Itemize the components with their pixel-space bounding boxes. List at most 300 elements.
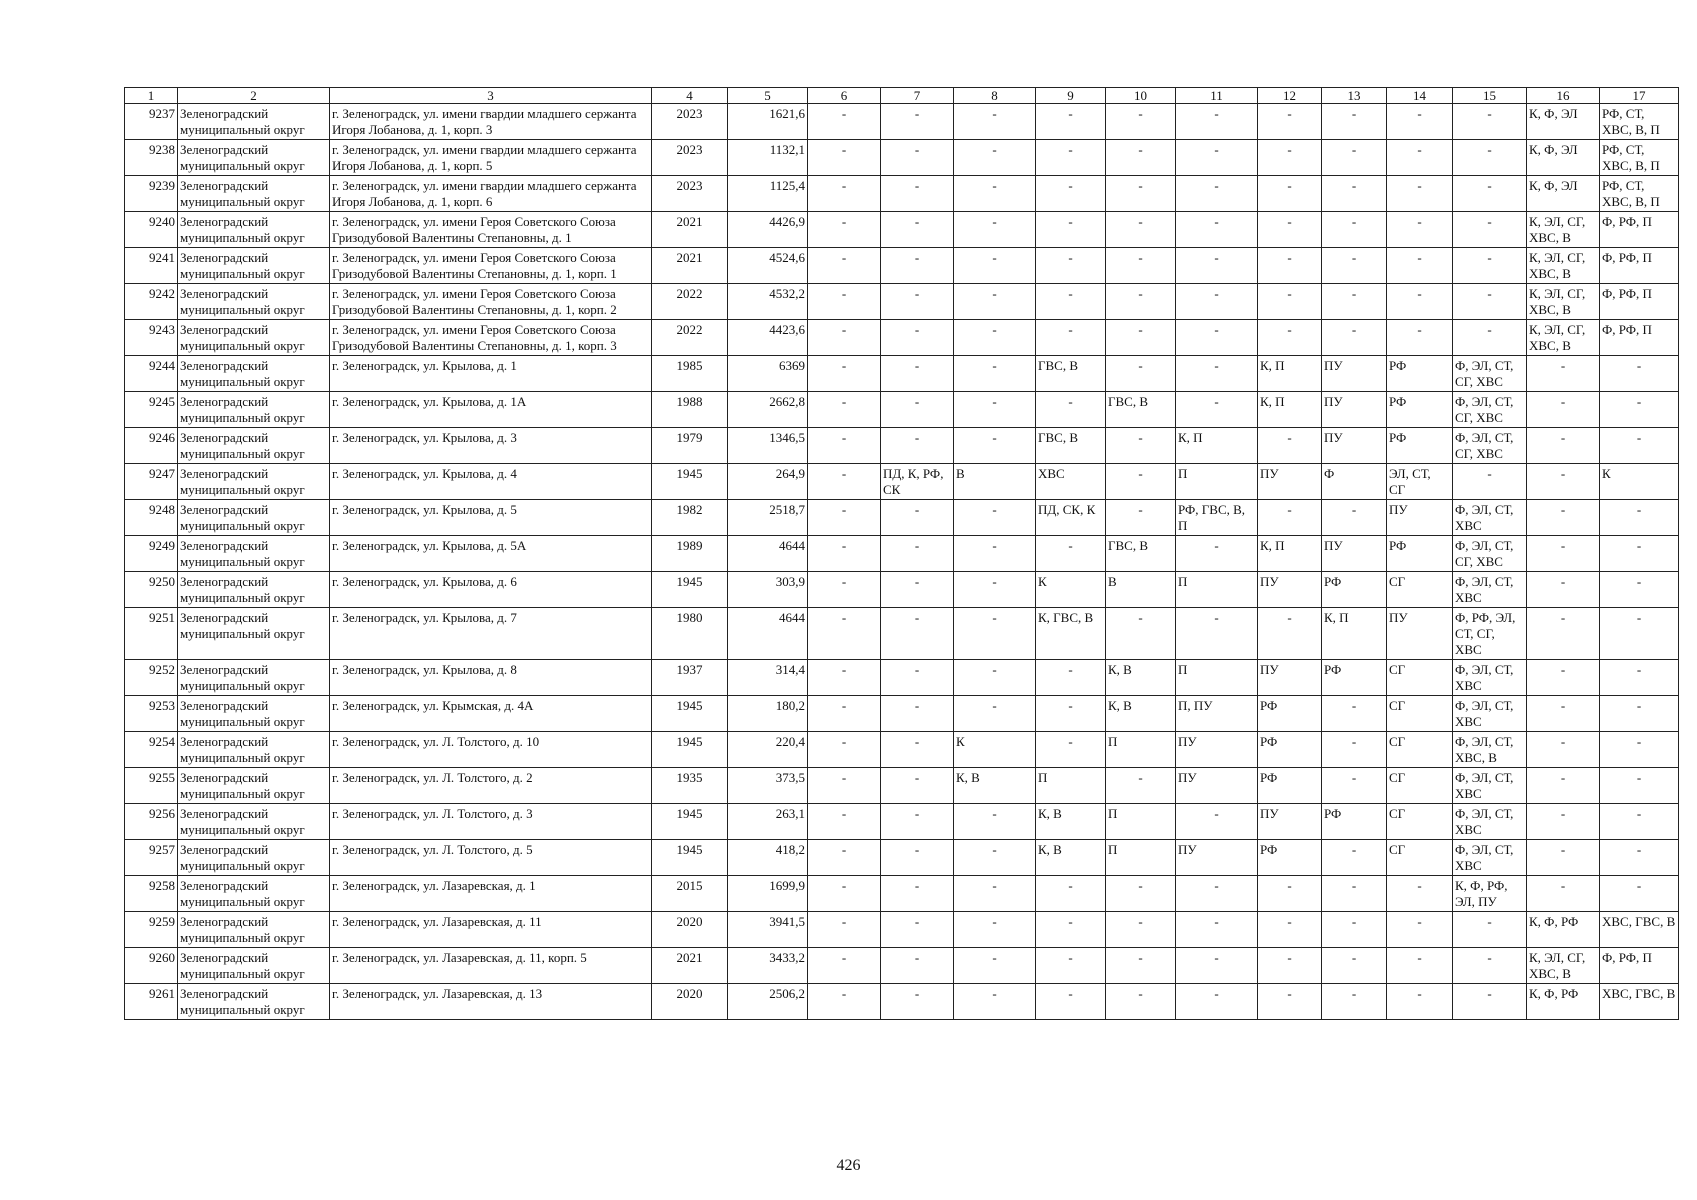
table-cell-col-15: - [1453, 320, 1527, 356]
table-cell-col-11: ПУ [1176, 840, 1258, 876]
table-cell-col-13: - [1322, 500, 1387, 536]
table-cell-col-1: 9242 [125, 284, 178, 320]
table-cell-col-17: Ф, РФ, П [1600, 248, 1679, 284]
table-cell-col-1: 9238 [125, 140, 178, 176]
table-cell-col-17: РФ, СТ, ХВС, В, П [1600, 176, 1679, 212]
table-cell-col-5: 4426,9 [728, 212, 808, 248]
table-cell-col-2: Зеленоградский муниципальный округ [178, 912, 330, 948]
table-cell-col-14: - [1387, 104, 1453, 140]
table-cell-col-17: К [1600, 464, 1679, 500]
table-cell-col-1: 9243 [125, 320, 178, 356]
table-cell-col-3: г. Зеленоградск, ул. Крылова, д. 8 [330, 660, 652, 696]
table-cell-col-2: Зеленоградский муниципальный округ [178, 536, 330, 572]
table-cell-col-2: Зеленоградский муниципальный округ [178, 840, 330, 876]
table-cell-col-2: Зеленоградский муниципальный округ [178, 140, 330, 176]
table-cell-col-2: Зеленоградский муниципальный округ [178, 876, 330, 912]
table-row [125, 428, 1679, 464]
table-cell-col-13: - [1322, 912, 1387, 948]
table-cell-col-2: Зеленоградский муниципальный округ [178, 176, 330, 212]
table-cell-col-5: 4423,6 [728, 320, 808, 356]
table-cell-col-5: 3941,5 [728, 912, 808, 948]
table-cell-col-14: СГ [1387, 696, 1453, 732]
table-cell-col-17: - [1600, 840, 1679, 876]
table-cell-col-9: - [1036, 912, 1106, 948]
table-cell-col-13: ПУ [1322, 428, 1387, 464]
table-cell-col-8: - [954, 320, 1036, 356]
table-cell-col-11: - [1176, 392, 1258, 428]
table-cell-col-13: РФ [1322, 660, 1387, 696]
table-row [125, 660, 1679, 696]
table-cell-col-9: ГВС, В [1036, 428, 1106, 464]
table-cell-col-17: РФ, СТ, ХВС, В, П [1600, 104, 1679, 140]
table-cell-col-5: 220,4 [728, 732, 808, 768]
table-cell-col-10: ГВС, В [1106, 536, 1176, 572]
table-cell-col-8: - [954, 660, 1036, 696]
table-cell-col-14: ПУ [1387, 500, 1453, 536]
table-cell-col-4: 2020 [652, 984, 728, 1020]
table-cell-col-8: - [954, 984, 1036, 1020]
table-cell-col-6: - [808, 804, 881, 840]
table-cell-col-13: Ф [1322, 464, 1387, 500]
table-cell-col-7: ПД, К, РФ, СК [881, 464, 954, 500]
table-cell-col-4: 1945 [652, 732, 728, 768]
table-cell-col-16: - [1527, 876, 1600, 912]
table-cell-col-13: К, П [1322, 608, 1387, 660]
table-cell-col-12: - [1258, 140, 1322, 176]
table-cell-col-5: 4644 [728, 536, 808, 572]
table-cell-col-11: - [1176, 176, 1258, 212]
table-cell-col-12: ПУ [1258, 464, 1322, 500]
table-cell-col-1: 9240 [125, 212, 178, 248]
table-cell-col-11: - [1176, 212, 1258, 248]
table-cell-col-12: - [1258, 984, 1322, 1020]
table-cell-col-8: - [954, 572, 1036, 608]
table-cell-col-10: - [1106, 608, 1176, 660]
table-cell-col-6: - [808, 500, 881, 536]
table-cell-col-6: - [808, 696, 881, 732]
table-cell-col-4: 1935 [652, 768, 728, 804]
table-cell-col-3: г. Зеленоградск, ул. Крылова, д. 5 [330, 500, 652, 536]
table-cell-col-13: - [1322, 212, 1387, 248]
table-cell-col-3: г. Зеленоградск, ул. Крылова, д. 7 [330, 608, 652, 660]
table-cell-col-1: 9252 [125, 660, 178, 696]
table-cell-col-5: 264,9 [728, 464, 808, 500]
table-cell-col-4: 1937 [652, 660, 728, 696]
table-row [125, 912, 1679, 948]
column-header-6: 6 [808, 88, 881, 104]
table-cell-col-17: - [1600, 876, 1679, 912]
column-header-5: 5 [728, 88, 808, 104]
table-cell-col-14: - [1387, 248, 1453, 284]
table-cell-col-13: - [1322, 840, 1387, 876]
table-cell-col-1: 9256 [125, 804, 178, 840]
table-cell-col-1: 9245 [125, 392, 178, 428]
table-cell-col-8: - [954, 500, 1036, 536]
table-row [125, 696, 1679, 732]
table-cell-col-7: - [881, 428, 954, 464]
table-cell-col-14: РФ [1387, 428, 1453, 464]
table-cell-col-7: - [881, 356, 954, 392]
table-cell-col-15: - [1453, 464, 1527, 500]
table-cell-col-3: г. Зеленоградск, ул. Крылова, д. 1 [330, 356, 652, 392]
table-cell-col-14: - [1387, 320, 1453, 356]
table-cell-col-3: г. Зеленоградск, ул. имени гвардии младшего сержанта Игоря Лобанова, д. 1, корп. 3 [330, 104, 652, 140]
table-cell-col-8: - [954, 948, 1036, 984]
table-cell-col-10: - [1106, 948, 1176, 984]
table-cell-col-16: К, ЭЛ, СГ, ХВС, В [1527, 320, 1600, 356]
table-cell-col-11: - [1176, 284, 1258, 320]
table-cell-col-15: - [1453, 984, 1527, 1020]
table-row [125, 248, 1679, 284]
table-cell-col-16: - [1527, 536, 1600, 572]
table-row [125, 320, 1679, 356]
table-cell-col-5: 373,5 [728, 768, 808, 804]
table-cell-col-5: 4524,6 [728, 248, 808, 284]
table-cell-col-7: - [881, 392, 954, 428]
table-cell-col-4: 2020 [652, 912, 728, 948]
table-cell-col-3: г. Зеленоградск, ул. имени Героя Советского Союза Гризодубовой Валентины Степановны, д. 1, корп. 3 [330, 320, 652, 356]
table-cell-col-8: - [954, 284, 1036, 320]
table-cell-col-17: - [1600, 768, 1679, 804]
table-cell-col-5: 1132,1 [728, 140, 808, 176]
table-row [125, 572, 1679, 608]
table-cell-col-17: Ф, РФ, П [1600, 948, 1679, 984]
table-cell-col-7: - [881, 948, 954, 984]
table-row [125, 392, 1679, 428]
table-cell-col-15: Ф, ЭЛ, СТ, СГ, ХВС [1453, 392, 1527, 428]
table-cell-col-12: РФ [1258, 768, 1322, 804]
table-cell-col-15: К, Ф, РФ, ЭЛ, ПУ [1453, 876, 1527, 912]
table-cell-col-14: ЭЛ, СТ, СГ [1387, 464, 1453, 500]
table-cell-col-9: - [1036, 320, 1106, 356]
table-cell-col-10: К, В [1106, 660, 1176, 696]
table-cell-col-5: 263,1 [728, 804, 808, 840]
table-cell-col-16: - [1527, 804, 1600, 840]
table-cell-col-6: - [808, 320, 881, 356]
column-header-7: 7 [881, 88, 954, 104]
table-cell-col-10: - [1106, 428, 1176, 464]
table-cell-col-17: - [1600, 608, 1679, 660]
table-cell-col-15: Ф, ЭЛ, СТ, СГ, ХВС [1453, 536, 1527, 572]
table-row [125, 948, 1679, 984]
table-cell-col-13: - [1322, 876, 1387, 912]
table-cell-col-8: - [954, 536, 1036, 572]
table-cell-col-13: - [1322, 176, 1387, 212]
table-cell-col-6: - [808, 428, 881, 464]
table-row [125, 536, 1679, 572]
table-row [125, 608, 1679, 660]
table-cell-col-13: - [1322, 948, 1387, 984]
table-cell-col-8: - [954, 840, 1036, 876]
table-cell-col-5: 4644 [728, 608, 808, 660]
table-cell-col-2: Зеленоградский муниципальный округ [178, 428, 330, 464]
table-cell-col-8: - [954, 392, 1036, 428]
table-cell-col-6: - [808, 768, 881, 804]
table-cell-col-10: - [1106, 176, 1176, 212]
table-cell-col-12: - [1258, 320, 1322, 356]
table-cell-col-1: 9257 [125, 840, 178, 876]
table-cell-col-12: ПУ [1258, 572, 1322, 608]
column-header-13: 13 [1322, 88, 1387, 104]
table-cell-col-4: 2021 [652, 248, 728, 284]
table-cell-col-10: - [1106, 140, 1176, 176]
table-cell-col-3: г. Зеленоградск, ул. Крылова, д. 6 [330, 572, 652, 608]
table-cell-col-7: - [881, 768, 954, 804]
table-cell-col-9: - [1036, 284, 1106, 320]
table-cell-col-6: - [808, 104, 881, 140]
table-cell-col-2: Зеленоградский муниципальный округ [178, 320, 330, 356]
table-cell-col-7: - [881, 572, 954, 608]
table-cell-col-3: г. Зеленоградск, ул. Л. Толстого, д. 2 [330, 768, 652, 804]
table-cell-col-11: - [1176, 912, 1258, 948]
table-cell-col-16: - [1527, 500, 1600, 536]
table-cell-col-11: К, П [1176, 428, 1258, 464]
table-cell-col-11: - [1176, 104, 1258, 140]
table-cell-col-11: - [1176, 608, 1258, 660]
table-cell-col-6: - [808, 140, 881, 176]
table-cell-col-15: Ф, ЭЛ, СТ, СГ, ХВС [1453, 428, 1527, 464]
table-row [125, 176, 1679, 212]
table-cell-col-6: - [808, 912, 881, 948]
column-header-16: 16 [1527, 88, 1600, 104]
table-cell-col-17: - [1600, 392, 1679, 428]
table-cell-col-12: - [1258, 176, 1322, 212]
table-cell-col-14: - [1387, 140, 1453, 176]
table-cell-col-16: К, ЭЛ, СГ, ХВС, В [1527, 284, 1600, 320]
table-cell-col-3: г. Зеленоградск, ул. Лазаревская, д. 11 [330, 912, 652, 948]
table-cell-col-14: СГ [1387, 840, 1453, 876]
table-cell-col-7: - [881, 660, 954, 696]
table-cell-col-15: - [1453, 176, 1527, 212]
table-cell-col-9: - [1036, 732, 1106, 768]
table-cell-col-14: - [1387, 948, 1453, 984]
table-cell-col-12: РФ [1258, 840, 1322, 876]
table-cell-col-9: ГВС, В [1036, 356, 1106, 392]
table-cell-col-2: Зеленоградский муниципальный округ [178, 464, 330, 500]
table-cell-col-1: 9251 [125, 608, 178, 660]
table-row [125, 732, 1679, 768]
table-cell-col-17: - [1600, 572, 1679, 608]
table-cell-col-15: Ф, ЭЛ, СТ, ХВС [1453, 660, 1527, 696]
table-cell-col-9: ПД, СК, К [1036, 500, 1106, 536]
table-cell-col-10: ГВС, В [1106, 392, 1176, 428]
table-cell-col-3: г. Зеленоградск, ул. Л. Толстого, д. 10 [330, 732, 652, 768]
table-cell-col-8: - [954, 608, 1036, 660]
column-header-10: 10 [1106, 88, 1176, 104]
table-cell-col-9: - [1036, 176, 1106, 212]
table-cell-col-15: Ф, ЭЛ, СТ, ХВС [1453, 804, 1527, 840]
table-cell-col-17: - [1600, 356, 1679, 392]
table-cell-col-7: - [881, 804, 954, 840]
table-cell-col-1: 9258 [125, 876, 178, 912]
table-cell-col-7: - [881, 876, 954, 912]
table-cell-col-11: П [1176, 660, 1258, 696]
table-cell-col-12: РФ [1258, 696, 1322, 732]
table-cell-col-1: 9248 [125, 500, 178, 536]
table-cell-col-12: - [1258, 876, 1322, 912]
table-cell-col-1: 9239 [125, 176, 178, 212]
table-cell-col-3: г. Зеленоградск, ул. Лазаревская, д. 13 [330, 984, 652, 1020]
table-row [125, 840, 1679, 876]
table-cell-col-2: Зеленоградский муниципальный округ [178, 392, 330, 428]
table-cell-col-5: 180,2 [728, 696, 808, 732]
table-cell-col-5: 418,2 [728, 840, 808, 876]
table-cell-col-15: - [1453, 140, 1527, 176]
table-cell-col-4: 2022 [652, 320, 728, 356]
table-cell-col-10: - [1106, 356, 1176, 392]
table-cell-col-3: г. Зеленоградск, ул. Крылова, д. 5А [330, 536, 652, 572]
header-row [125, 88, 1679, 104]
table-cell-col-3: г. Зеленоградск, ул. Лазаревская, д. 11, корп. 5 [330, 948, 652, 984]
table-cell-col-6: - [808, 984, 881, 1020]
table-cell-col-9: - [1036, 140, 1106, 176]
table-cell-col-9: - [1036, 696, 1106, 732]
table-cell-col-7: - [881, 104, 954, 140]
table-cell-col-3: г. Зеленоградск, ул. имени Героя Советского Союза Гризодубовой Валентины Степановны, д. 1 [330, 212, 652, 248]
column-header-17: 17 [1600, 88, 1679, 104]
table-cell-col-2: Зеленоградский муниципальный округ [178, 212, 330, 248]
table-cell-col-2: Зеленоградский муниципальный округ [178, 104, 330, 140]
table-cell-col-11: ПУ [1176, 768, 1258, 804]
table-cell-col-8: В [954, 464, 1036, 500]
table-cell-col-3: г. Зеленоградск, ул. Крымская, д. 4А [330, 696, 652, 732]
table-cell-col-16: - [1527, 356, 1600, 392]
table-cell-col-8: - [954, 696, 1036, 732]
table-cell-col-3: г. Зеленоградск, ул. имени Героя Советского Союза Гризодубовой Валентины Степановны, д. 1, корп. 2 [330, 284, 652, 320]
table-row [125, 356, 1679, 392]
table-cell-col-4: 1945 [652, 804, 728, 840]
table-cell-col-15: - [1453, 912, 1527, 948]
table-cell-col-7: - [881, 984, 954, 1020]
table-cell-col-6: - [808, 536, 881, 572]
table-cell-col-10: П [1106, 840, 1176, 876]
table-cell-col-10: К, В [1106, 696, 1176, 732]
table-cell-col-13: - [1322, 248, 1387, 284]
table-cell-col-7: - [881, 608, 954, 660]
table-cell-col-14: ПУ [1387, 608, 1453, 660]
table-cell-col-14: СГ [1387, 732, 1453, 768]
table-cell-col-12: К, П [1258, 392, 1322, 428]
table-cell-col-17: - [1600, 696, 1679, 732]
table-row [125, 104, 1679, 140]
table-cell-col-10: - [1106, 248, 1176, 284]
column-header-14: 14 [1387, 88, 1453, 104]
table-cell-col-17: - [1600, 500, 1679, 536]
table-cell-col-9: - [1036, 392, 1106, 428]
table-cell-col-13: - [1322, 732, 1387, 768]
table-cell-col-13: ПУ [1322, 356, 1387, 392]
table-cell-col-4: 1982 [652, 500, 728, 536]
table-cell-col-17: - [1600, 732, 1679, 768]
table-cell-col-1: 9261 [125, 984, 178, 1020]
table-cell-col-11: - [1176, 536, 1258, 572]
table-cell-col-14: РФ [1387, 356, 1453, 392]
table-cell-col-11: - [1176, 140, 1258, 176]
table-cell-col-2: Зеленоградский муниципальный округ [178, 284, 330, 320]
table-cell-col-6: - [808, 212, 881, 248]
table-cell-col-14: СГ [1387, 572, 1453, 608]
table-cell-col-6: - [808, 464, 881, 500]
table-cell-col-15: Ф, ЭЛ, СТ, ХВС [1453, 572, 1527, 608]
table-cell-col-16: К, ЭЛ, СГ, ХВС, В [1527, 948, 1600, 984]
table-cell-col-2: Зеленоградский муниципальный округ [178, 572, 330, 608]
table-cell-col-10: П [1106, 804, 1176, 840]
table-cell-col-17: Ф, РФ, П [1600, 320, 1679, 356]
table-cell-col-3: г. Зеленоградск, ул. Л. Толстого, д. 3 [330, 804, 652, 840]
table-cell-col-9: - [1036, 984, 1106, 1020]
table-cell-col-6: - [808, 732, 881, 768]
table-cell-col-13: - [1322, 320, 1387, 356]
table-cell-col-11: РФ, ГВС, В, П [1176, 500, 1258, 536]
column-header-8: 8 [954, 88, 1036, 104]
table-cell-col-16: - [1527, 660, 1600, 696]
table-cell-col-8: - [954, 356, 1036, 392]
table-cell-col-3: г. Зеленоградск, ул. Лазаревская, д. 1 [330, 876, 652, 912]
table-cell-col-2: Зеленоградский муниципальный округ [178, 660, 330, 696]
table-cell-col-5: 1699,9 [728, 876, 808, 912]
table-cell-col-3: г. Зеленоградск, ул. Крылова, д. 4 [330, 464, 652, 500]
table-body [125, 104, 1679, 1020]
table-cell-col-6: - [808, 876, 881, 912]
table-cell-col-3: г. Зеленоградск, ул. имени гвардии младшего сержанта Игоря Лобанова, д. 1, корп. 6 [330, 176, 652, 212]
table-cell-col-15: - [1453, 948, 1527, 984]
table-cell-col-12: ПУ [1258, 804, 1322, 840]
table-cell-col-8: - [954, 212, 1036, 248]
table-row [125, 284, 1679, 320]
table-cell-col-16: - [1527, 768, 1600, 804]
table-cell-col-16: - [1527, 392, 1600, 428]
table-cell-col-13: - [1322, 696, 1387, 732]
table-cell-col-8: - [954, 912, 1036, 948]
table-cell-col-17: - [1600, 536, 1679, 572]
table-cell-col-1: 9254 [125, 732, 178, 768]
table-cell-col-16: К, Ф, РФ [1527, 984, 1600, 1020]
table-cell-col-10: П [1106, 732, 1176, 768]
table-cell-col-15: Ф, ЭЛ, СТ, ХВС [1453, 840, 1527, 876]
table-cell-col-6: - [808, 392, 881, 428]
table-cell-col-5: 1621,6 [728, 104, 808, 140]
table-cell-col-17: - [1600, 660, 1679, 696]
table-row [125, 140, 1679, 176]
column-header-11: 11 [1176, 88, 1258, 104]
table-cell-col-5: 303,9 [728, 572, 808, 608]
table-cell-col-5: 3433,2 [728, 948, 808, 984]
table-row [125, 804, 1679, 840]
table-cell-col-10: - [1106, 464, 1176, 500]
table-cell-col-15: Ф, ЭЛ, СТ, ХВС, В [1453, 732, 1527, 768]
table-cell-col-11: - [1176, 804, 1258, 840]
table-cell-col-8: - [954, 876, 1036, 912]
table-cell-col-12: - [1258, 284, 1322, 320]
table-cell-col-12: - [1258, 500, 1322, 536]
table-cell-col-3: г. Зеленоградск, ул. Крылова, д. 3 [330, 428, 652, 464]
table-cell-col-13: ПУ [1322, 392, 1387, 428]
table-cell-col-4: 2023 [652, 104, 728, 140]
table-cell-col-16: К, Ф, ЭЛ [1527, 104, 1600, 140]
table-cell-col-9: К, ГВС, В [1036, 608, 1106, 660]
table-cell-col-9: - [1036, 248, 1106, 284]
table-cell-col-13: - [1322, 104, 1387, 140]
table-cell-col-12: РФ [1258, 732, 1322, 768]
table-cell-col-2: Зеленоградский муниципальный округ [178, 732, 330, 768]
table-cell-col-4: 2022 [652, 284, 728, 320]
table-cell-col-12: К, П [1258, 356, 1322, 392]
table-cell-col-11: - [1176, 356, 1258, 392]
table-cell-col-1: 9255 [125, 768, 178, 804]
table-cell-col-14: - [1387, 212, 1453, 248]
table-cell-col-11: - [1176, 876, 1258, 912]
table-cell-col-7: - [881, 912, 954, 948]
